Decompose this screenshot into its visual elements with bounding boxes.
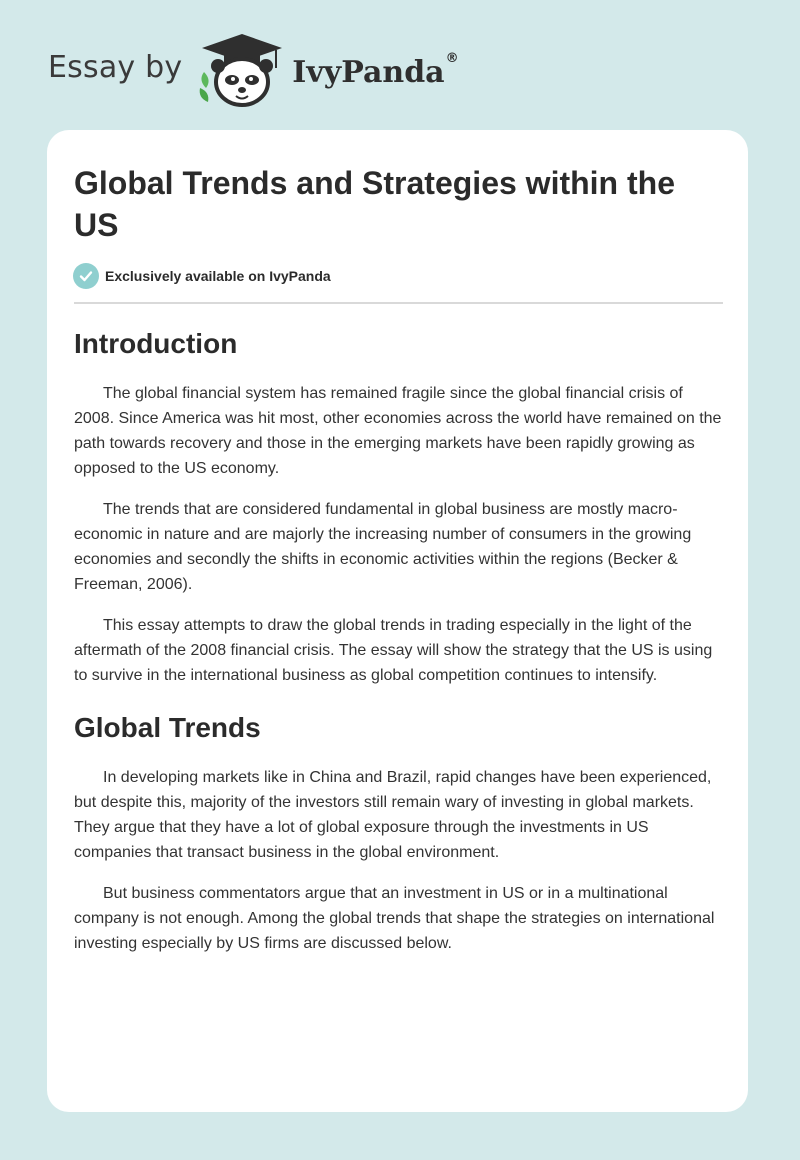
badge-label: Exclusively available on IvyPanda bbox=[105, 268, 331, 284]
site-header bbox=[48, 30, 459, 110]
title-divider bbox=[74, 302, 723, 304]
brand-text: IvyPanda bbox=[292, 54, 445, 90]
checkmark-circle-icon bbox=[73, 263, 99, 289]
essay-by-label: Essay by bbox=[48, 49, 183, 85]
brand-name[interactable] bbox=[292, 50, 459, 90]
exclusive-badge bbox=[73, 263, 331, 289]
paragraph: In developing markets like in China and Brazil, rapid changes have been experienced, but despite this, majority of the investors still remain wary of investing in global markets. They argue that they have a lot of global exposure through the investments in US companies that transact business in the global environment. bbox=[74, 769, 712, 861]
essay-body bbox=[74, 324, 724, 956]
panda-logo-icon[interactable] bbox=[196, 30, 288, 110]
essay-card bbox=[47, 130, 748, 1112]
section-heading-introduction: Introduction bbox=[74, 328, 238, 359]
paragraph: This essay attempts to draw the global trends in trading especially in the light of the aftermath of the 2008 financial crisis. The essay will show the strategy that the US is using to survive in the international business as global competition continues to intensify. bbox=[74, 617, 713, 684]
paragraph: The global financial system has remained fragile since the global financial crisis of 2008. Since America was hit most, other economies across the world have remained on the path towards recovery and those in the emerging markets have been rapidly growing as opposed to the US economy. bbox=[74, 385, 722, 477]
paragraph: But business commentators argue that an investment in US or in a multinational company is not enough. Among the global trends that shape the strategies on international investing especially by US firms are discussed below. bbox=[74, 885, 715, 952]
essay-title: Global Trends and Strategies within the US bbox=[74, 165, 675, 243]
section-heading-global-trends: Global Trends bbox=[74, 712, 261, 743]
paragraph: The trends that are considered fundamental in global business are mostly macro-economic in nature and are majorly the increasing number of consumers in the growing economies and secondly the shifts in economic activities within the regions (Becker & Freeman, 2006). bbox=[74, 501, 692, 593]
registered-mark: ® bbox=[445, 50, 459, 66]
